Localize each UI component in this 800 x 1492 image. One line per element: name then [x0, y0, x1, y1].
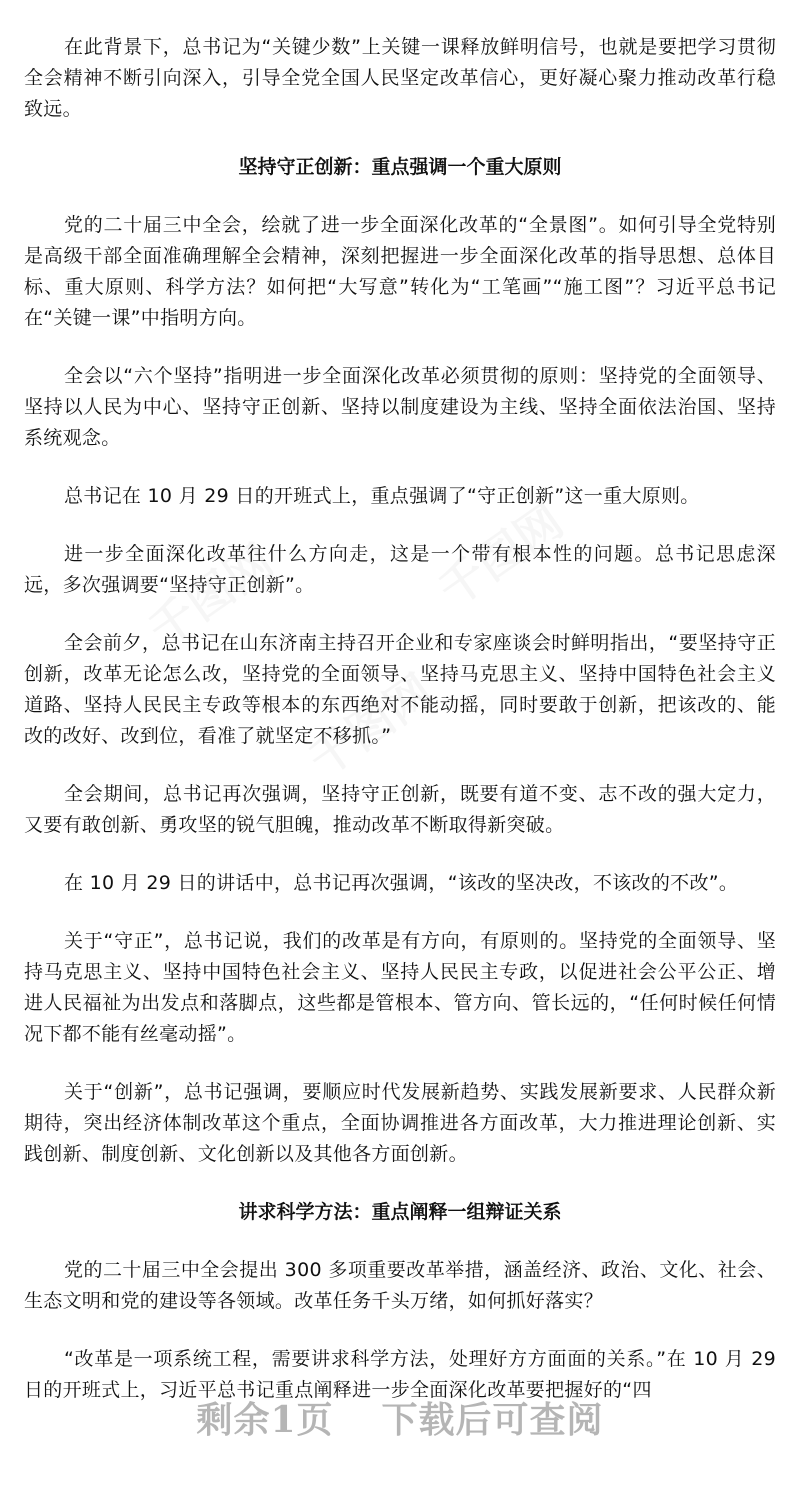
section-heading: 讲求科学方法：重点阐释一组辩证关系	[238, 1201, 562, 1223]
paragraph: 关于“创新”，总书记强调，要顺应时代发展新趋势、实践发展新要求、人民群众新期待，突出经济体制改革这个重点，全面协调推进各方面改革，大力推进理论创新、实践创新、制度创新、文化创新以及其他各方面创新。	[24, 1081, 776, 1165]
paragraph: 总书记在 10 月 29 日的开班式上，重点强调了“守正创新”这一重大原则。	[64, 485, 700, 507]
paragraph: 在 10 月 29 日的讲话中，总书记再次强调，“该改的坚决改，不该改的不改”。	[64, 872, 739, 894]
remaining-pages-label: 剩余1页	[196, 1399, 334, 1441]
paragraph: 党的二十届三中全会，绘就了进一步全面深化改革的“全景图”。如何引导全党特别是高级干部全面准确理解全会精神，深刻把握进一步全面深化改革的指导思想、总体目标、重大原则、科学方法？如何把“大写意”转化为“工笔画”“施工图”？习近平总书记在“关键一课”中指明方向。	[24, 214, 776, 329]
paragraph: 全会前夕，总书记在山东济南主持召开企业和专家座谈会时鲜明指出，“要坚持守正创新，改革无论怎么改，坚持党的全面领导、坚持马克思主义、坚持中国特色社会主义道路、坚持人民民主专政等根本的东西绝对不能动摇，同时要敢于创新，把该改的、能改的改好、改到位，看准了就坚定不移抓。”	[24, 632, 776, 747]
section-heading: 坚持守正创新：重点强调一个重大原则	[238, 156, 562, 178]
paragraph: 全会以“六个坚持”指明进一步全面深化改革必须贯彻的原则：坚持党的全面领导、坚持以人民为中心、坚持守正创新、坚持以制度建设为主线、坚持全面依法治国、坚持系统观念。	[24, 365, 776, 449]
paragraph: 进一步全面深化改革往什么方向走，这是一个带有根本性的问题。总书记思虑深远，多次强调要“坚持守正创新”。	[24, 543, 776, 596]
paragraph: “改革是一项系统工程，需要讲求科学方法，处理好方方面面的关系。”在 10 月 29 日的开班式上，习近平总书记重点阐释进一步全面深化改革要把握好的“四	[24, 1348, 776, 1401]
paragraph: 党的二十届三中全会提出 300 多项重要改革举措，涵盖经济、政治、文化、社会、生态文明和党的建设等各领域。改革任务千头万绪，如何抓好落实？	[24, 1259, 776, 1312]
paragraph: 在此背景下，总书记为“关键少数”上关键一课释放鲜明信号，也就是要把学习贯彻全会精神不断引向深入，引导全党全国人民坚定改革信心，更好凝心聚力推动改革行稳致远。	[24, 36, 776, 120]
document-body	[24, 32, 776, 1433]
download-to-view-label: 下载后可查阅	[381, 1399, 604, 1441]
paragraph: 全会期间，总书记再次强调，坚持守正创新，既要有道不变、志不改的强大定力，又要有敢创新、勇攻坚的锐气胆魄，推动改革不断取得新突破。	[24, 783, 776, 836]
download-prompt-banner[interactable]	[0, 1392, 800, 1443]
paragraph: 关于“守正”，总书记说，我们的改革是有方向，有原则的。坚持党的全面领导、坚持马克思主义、坚持中国特色社会主义、坚持人民民主专政，以促进社会公平公正、增进人民福祉为出发点和落脚点，这些都是管根本、管方向、管长远的，“任何时候任何情况下都不能有丝毫动摇”。	[24, 930, 776, 1045]
